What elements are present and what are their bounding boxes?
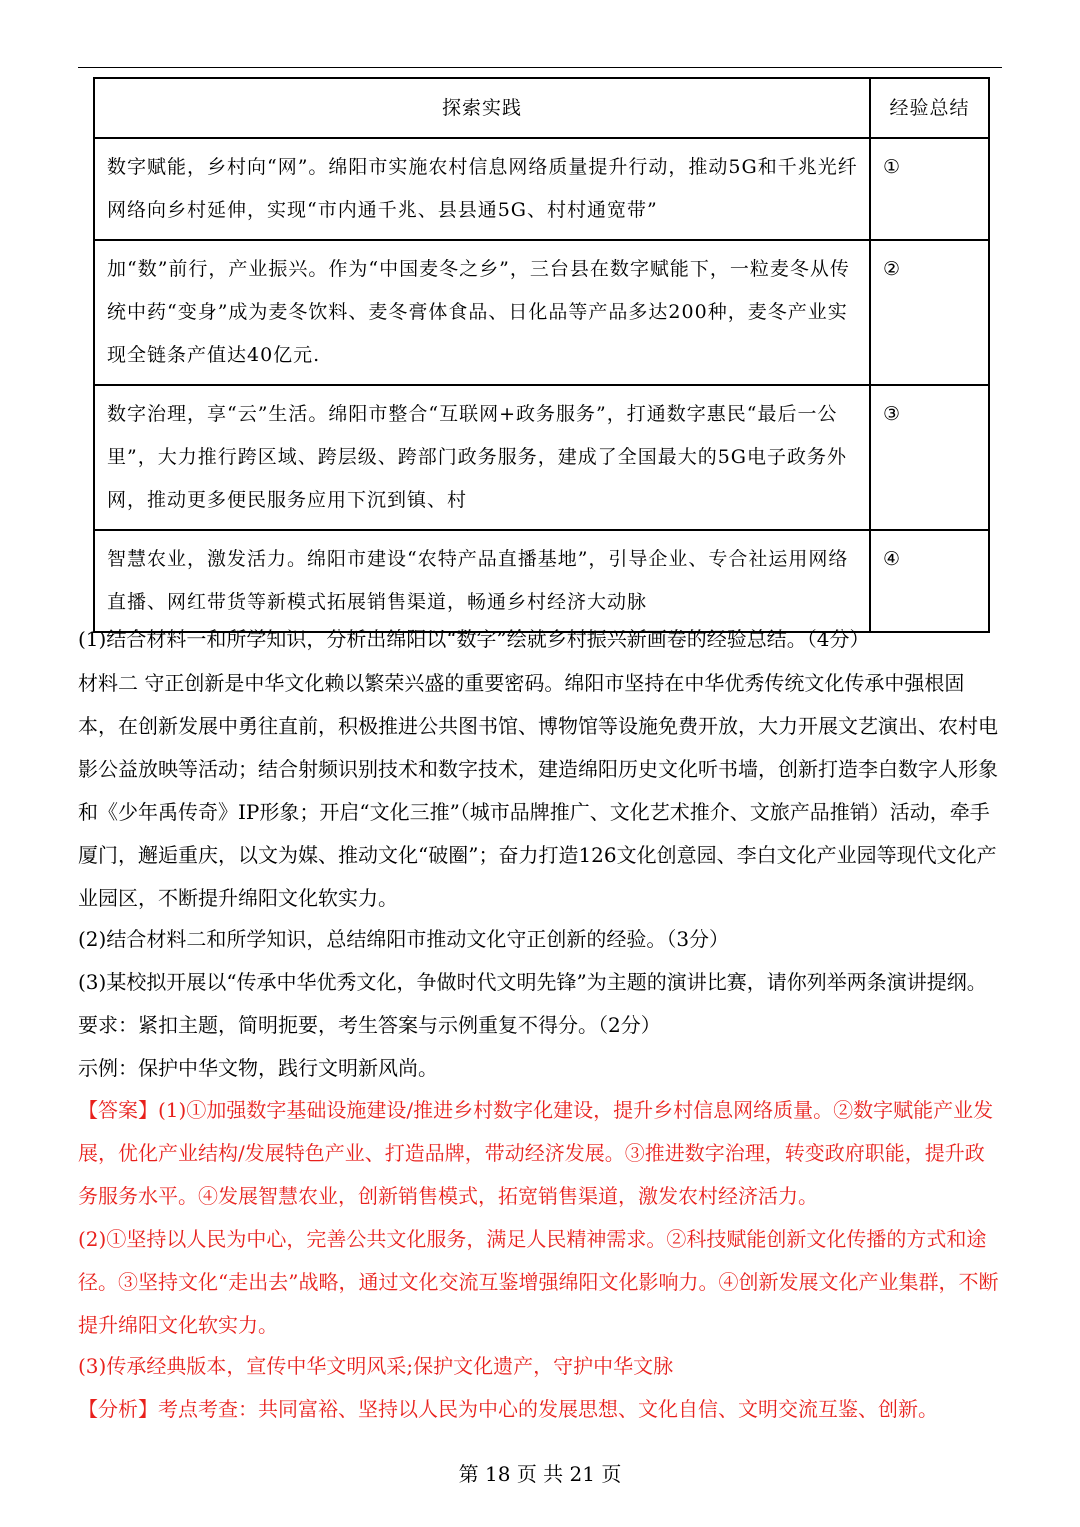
material-2: 材料二 守正创新是中华文化赖以繁荣兴盛的重要密码。绵阳市坚持在中华优秀传统文化传承中强根固本，在创新发展中勇往直前，积极推进公共图书馆、博物馆等设施免费开放，大力开展文艺演出、农村电影公益放映等活动；结合射频识别技术和数字技术，建造绵阳历史文化听书墙，创新打造李白数字人形象和《少年禹传奇》IP形象；开启“文化三推”（城市品牌推广、文化艺术推介、文旅产品推销）活动，牵手厦门，邂逅重庆，以文为媒、推动文化“破圈”；奋力打造126文化创意园、李白文化产业园等现代文化产业园区，不断提升绵阳文化软实力。: [78, 671, 998, 910]
practice-table: [93, 77, 990, 633]
answer-1: 【答案】(1)①加强数字基础设施建设/推进乡村数字化建设，提升乡村信息网络质量。②数字赋能产业发展，优化产业结构/发展特色产业、打造品牌，带动经济发展。③推进数字治理，转变政府职能，提升政务服务水平。④发展智慧农业，创新销售模式，拓宽销售渠道，激发农村经济活力。: [78, 1098, 994, 1208]
row-text: 数字赋能，乡村向“网”。绵阳市实施农村信息网络质量提升行动，推动5G和千兆光纤网络向乡村延伸，实现“市内通千兆、县县通5G、村村通宽带”: [94, 138, 870, 240]
page-footer: 第 18 页 共 21 页: [458, 1462, 622, 1486]
question-2: (2)结合材料二和所学知识，总结绵阳市推动文化守正创新的经验。（3分）: [78, 927, 730, 951]
row-num: ③: [870, 385, 989, 530]
question-3: (3)某校拟开展以“传承中华优秀文化，争做时代文明先锋”为主题的演讲比赛，请你列举两条演讲提纲。要求：紧扣主题，简明扼要，考生答案与示例重复不得分。（2分）: [78, 970, 987, 1037]
row-text: 智慧农业，激发活力。绵阳市建设“农特产品直播基地”，引导企业、专合社运用网络直播、网红带货等新模式拓展销售渠道，畅通乡村经济大动脉: [94, 530, 870, 632]
table-row: [94, 138, 989, 240]
header-practice: 探索实践: [94, 78, 870, 138]
analysis: 【分析】考点考查：共同富裕、坚持以人民为中心的发展思想、文化自信、文明交流互鉴、创新。: [78, 1397, 938, 1421]
row-num: ①: [870, 138, 989, 240]
answer-3: (3)传承经典版本，宣传中华文明风采;保护文化遗产，守护中华文脉: [78, 1354, 674, 1378]
row-num: ④: [870, 530, 989, 632]
table-header-row: [94, 78, 989, 138]
example: 示例：保护中华文物，践行文明新风尚。: [78, 1056, 438, 1080]
table-row: [94, 240, 989, 385]
question-1: (1)结合材料一和所学知识，分析出绵阳以“数字”绘就乡村振兴新画卷的经验总结。（4分）: [78, 627, 870, 651]
top-rule: [78, 67, 1002, 68]
answer-2: (2)①坚持以人民为中心，完善公共文化服务，满足人民精神需求。②科技赋能创新文化传播的方式和途径。③坚持文化“走出去”战略，通过文化交流互鉴增强绵阳文化影响力。④创新发展文化产业集群，不断提升绵阳文化软实力。: [78, 1227, 999, 1337]
row-text: 加“数”前行，产业振兴。作为“中国麦冬之乡”，三台县在数字赋能下，一粒麦冬从传统中药“变身”成为麦冬饮料、麦冬膏体食品、日化品等产品多达200种，麦冬产业实现全链条产值达40亿元.: [94, 240, 870, 385]
row-text: 数字治理，享“云”生活。绵阳市整合“互联网+政务服务”，打通数字惠民“最后一公里”，大力推行跨区域、跨层级、跨部门政务服务，建成了全国最大的5G电子政务外网，推动更多便民服务应用下沉到镇、村: [94, 385, 870, 530]
table-row: [94, 530, 989, 632]
row-num: ②: [870, 240, 989, 385]
table-row: [94, 385, 989, 530]
header-summary: 经验总结: [870, 78, 989, 138]
